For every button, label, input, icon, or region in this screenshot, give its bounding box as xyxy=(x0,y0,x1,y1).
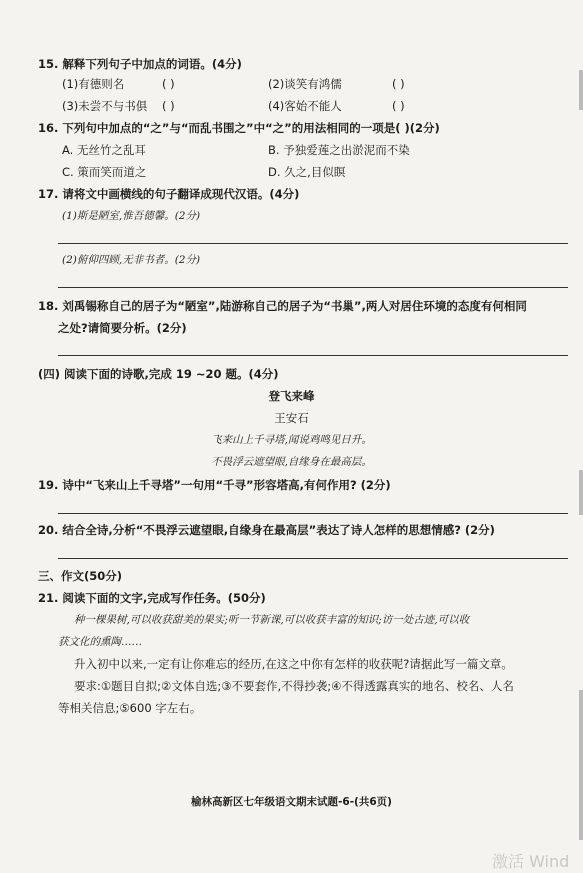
q16-title: 16. 下列句中加点的“之”与“而乱书围之”中“之”的用法相同的一项是( )(2分) xyxy=(38,121,440,135)
q15-item-4: (4)客始不能人 xyxy=(268,99,342,113)
answer-line xyxy=(58,558,568,559)
q15-item-1: (1)有德则名 xyxy=(62,77,125,91)
section-3-title: 三、作文(50分) xyxy=(38,569,123,583)
poem-title: 登飞来峰 xyxy=(268,389,315,403)
poem-line-1: 飞来山上千寻塔,闻说鸡鸣见日升。 xyxy=(211,434,372,446)
binding-edge-mark xyxy=(579,70,583,110)
q21-requirements-line-2: 等相关信息;⑤600 字左右。 xyxy=(58,701,202,715)
poem-author: 王安石 xyxy=(274,411,309,425)
q15-blank-2: ( ) xyxy=(392,77,405,91)
q17-title: 17. 请将文中画横线的句子翻译成现代汉语。(4分) xyxy=(38,187,300,201)
q21-title: 21. 阅读下面的文字,完成写作任务。(50分) xyxy=(38,591,266,605)
q15-item-3: (3)未尝不与书俱 xyxy=(62,99,148,113)
answer-line xyxy=(58,287,568,288)
page-footer: 榆林高新区七年级语文期末试题-6-(共6页) xyxy=(191,796,392,808)
answer-line xyxy=(58,355,568,356)
answer-line xyxy=(58,513,568,514)
q17-sentence-1: (1)斯是陋室,惟吾德馨。(2分) xyxy=(62,210,201,222)
q18-line-1: 18. 刘禹锡称自己的居子为“陋室”,陆游称自己的居子为“书巢”,两人对居住环境的态度有何相同 xyxy=(38,299,527,313)
q17-sentence-2: (2)俯仰四顾,无非书者。(2分) xyxy=(62,254,201,266)
q16-option-c: C. 策而笑而道之 xyxy=(62,165,147,179)
binding-edge-mark xyxy=(579,470,583,515)
q21-requirements-line-1: 要求:①题目自拟;②文体自选;③不要套作,不得抄袭;④不得透露真实的地名、校名、人名 xyxy=(74,679,514,693)
q19-title: 19. 诗中“飞来山上千寻塔”一句用“千寻”形容塔高,有何作用? (2分) xyxy=(38,478,391,492)
q21-task: 升入初中以来,一定有让你难忘的经历,在这之中你有怎样的收获呢?请据此写一篇文章。 xyxy=(74,657,513,671)
q15-blank-3: ( ) xyxy=(162,99,175,113)
binding-edge-mark xyxy=(579,690,583,840)
q15-item-2: (2)谈笑有鸿儒 xyxy=(268,77,342,91)
q16-option-a: A. 无丝竹之乱耳 xyxy=(62,143,146,157)
q20-title: 20. 结合全诗,分析“不畏浮云遮望眼,自缘身在最高层”表达了诗人怎样的思想情感? (2分) xyxy=(38,523,495,537)
q21-prompt-line-1: 种一棵果树,可以收获甜美的果实;听一节新课,可以收获丰富的知识;访一处古迹,可以收 xyxy=(74,614,470,626)
q18-line-2: 之处?请简要分析。(2分) xyxy=(58,321,187,335)
q16-option-d: D. 久之,目似瞑 xyxy=(268,165,346,179)
q16-option-b: B. 予独爱莲之出淤泥而不染 xyxy=(268,143,410,157)
answer-line xyxy=(58,243,568,244)
q15-blank-1: ( ) xyxy=(162,77,175,91)
q15-blank-4: ( ) xyxy=(392,99,405,113)
q15-title: 15. 解释下列句子中加点的词语。(4分) xyxy=(38,57,242,71)
section-4-title: (四) 阅读下面的诗歌,完成 19 ~20 题。(4分) xyxy=(38,367,279,381)
q21-prompt-line-2: 获文化的熏陶…… xyxy=(58,636,142,648)
poem-line-2: 不畏浮云遮望眼,自缘身在最高层。 xyxy=(211,456,372,468)
activation-watermark: 激活 Wind xyxy=(492,852,570,871)
